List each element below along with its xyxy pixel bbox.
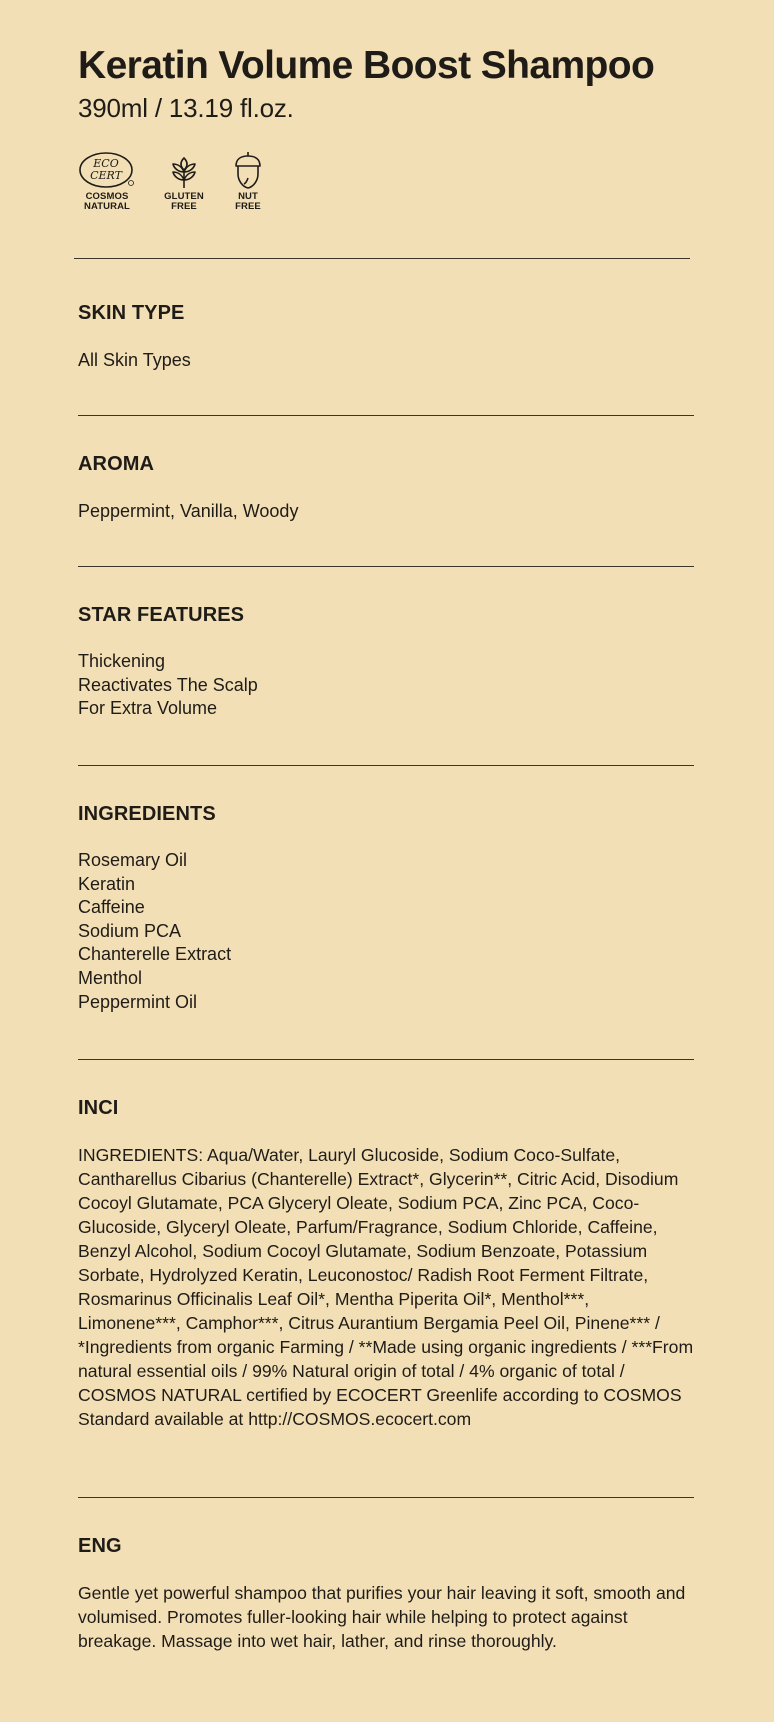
list-item: Rosemary Oil <box>78 850 188 870</box>
badge-label-gluten: GLUTEN FREE <box>164 191 204 212</box>
inci-heading: INCI <box>78 1097 119 1119</box>
divider <box>78 765 694 766</box>
inci-text: INGREDIENTS: Aqua/Water, Lauryl Glucoside, Sodium Coco-Sulfate, Cantharellus Cibarius (Chanterelle) Extract*, Glycerin**, Citric Acid, Disodium Cocoyl Glutamate, PCA Glyceryl Oleate, Sodium PCA, Zinc PCA, Coco-Glucoside, Glyceryl Oleate, Parfum/Fragrance, Sodium Chloride, Caffeine, Benzyl Alcohol, Sodium Cocoyl Glutamate, Sodium Benzoate, Potassium Sorbate, Hydrolyzed Keratin, Leuconostoc/ Radish Root Ferment Filtrate, Rosmarinus Officinalis Leaf Oil*, Mentha Piperita Oil*, Menthol***, Limonene***, Camphor***, Citrus Aurantium Bergamia Peel Oil, Pinene*** / *Ingredients from organic Farming / **Made using organic ingredients / ***From natural essential oils / 99% Natural origin of total / 4% organic of total / COSMOS NATURAL certified by ECOCERT Greenlife according to COSMOS Standard available at http://COSMOS.ecocert.com <box>78 1145 694 1429</box>
product-size: 390ml / 13.19 fl.oz. <box>78 93 294 123</box>
wheat-icon <box>164 150 204 190</box>
list-item: Caffeine <box>78 897 145 918</box>
divider <box>78 566 694 567</box>
skin-type-heading: SKIN TYPE <box>78 302 185 324</box>
list-item: Chanterelle Extract <box>78 944 232 965</box>
eng-heading: ENG <box>78 1535 122 1557</box>
acorn-icon <box>228 150 268 190</box>
eng-description: Gentle yet powerful shampoo that purifies your hair leaving it soft, smooth and volumised. Promotes fuller-looking hair while helping to protect against breakage. Massage into wet hair, lather, and rinse thoroughly. <box>78 1583 686 1651</box>
list-item: For Extra Volume <box>78 698 218 719</box>
list-item: Thickening <box>78 651 166 671</box>
skin-type-value: All Skin Types <box>78 350 191 370</box>
badge-label-nut: NUT FREE <box>235 191 261 212</box>
badge-cosmos-natural <box>78 150 136 222</box>
list-item: Peppermint Oil <box>78 991 198 1012</box>
svg-text:ECO: ECO <box>93 157 119 170</box>
star-features-heading: STAR FEATURES <box>78 604 245 626</box>
ingredients-list <box>78 849 694 1014</box>
product-title: Keratin Volume Boost Shampoo <box>78 44 655 87</box>
divider <box>78 1059 694 1060</box>
star-features-list <box>78 650 694 721</box>
badge-nut-free <box>228 150 268 222</box>
divider <box>78 415 694 416</box>
badge-label-cosmos: COSMOS NATURAL <box>84 191 130 212</box>
list-item: Reactivates The Scalp <box>78 674 258 695</box>
aroma-value: Peppermint, Vanilla, Woody <box>78 501 299 521</box>
divider <box>78 1497 694 1498</box>
ingredients-heading: INGREDIENTS <box>78 803 216 825</box>
list-item: Sodium PCA <box>78 920 182 941</box>
divider <box>74 258 690 259</box>
ecocert-cosmos-icon <box>78 150 136 190</box>
list-item: Keratin <box>78 873 136 894</box>
svg-text:CERT: CERT <box>90 169 122 182</box>
list-item: Menthol <box>78 967 143 988</box>
certification-badges <box>78 150 286 222</box>
badge-gluten-free <box>164 150 204 222</box>
aroma-heading: AROMA <box>78 453 155 475</box>
